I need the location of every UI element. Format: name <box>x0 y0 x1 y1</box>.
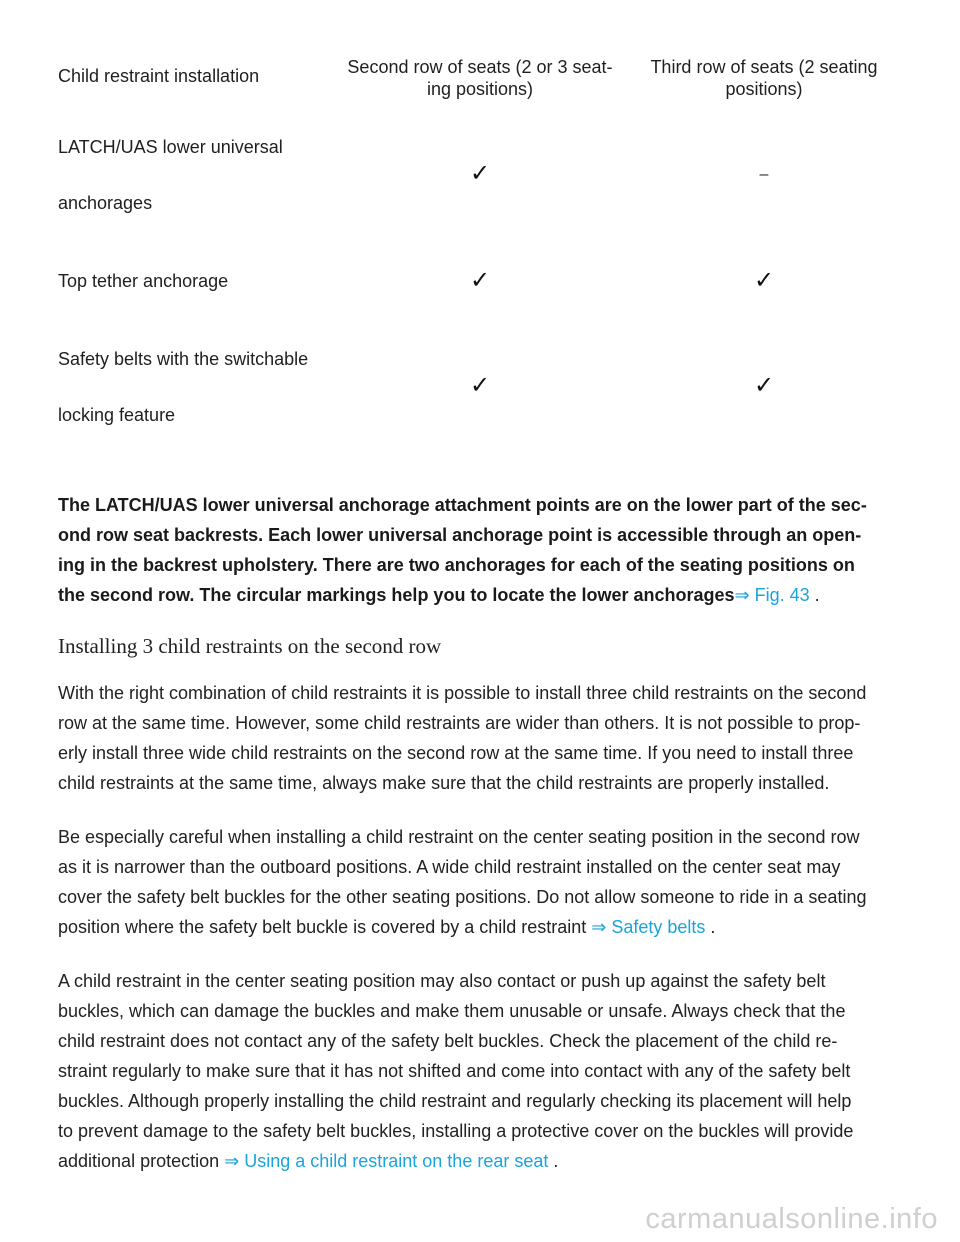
header-line: Third row of seats (2 seating <box>650 57 878 77</box>
row-label-line: anchorages <box>58 193 153 213</box>
latch-anchorage-paragraph <box>58 490 908 610</box>
text-line: child restraints at the same time, always make sure that the child restraints are properly installed. <box>58 773 830 793</box>
fig-43-link[interactable]: ⇒ Fig. 43 <box>734 585 810 605</box>
text-line <box>58 912 908 942</box>
row-label-line: Safety belts with the switchable <box>58 349 309 369</box>
text-line: buckles, which can damage the buckles and make them unusable or unsafe. Always check that the <box>58 1001 846 1021</box>
text-segment: . <box>548 1151 559 1171</box>
table-header-third-row <box>630 56 898 100</box>
text-line: buckles. Although properly installing the child restraint and regularly checking its placement will help <box>58 1091 852 1111</box>
text-segment: additional protection <box>58 1151 225 1171</box>
header-line: Second row of seats (2 or 3 seat- <box>347 57 613 77</box>
buckle-damage-paragraph <box>58 966 908 1176</box>
checkmark-icon: ✓ <box>469 160 491 187</box>
text-segment: the second row. The circular markings help you to locate the lower anchorages <box>58 585 735 605</box>
row-label <box>58 136 328 214</box>
text-segment: . <box>809 585 820 605</box>
text-line: row at the same time. However, some child restraints are wider than others. It is not possible to prop- <box>58 713 861 733</box>
table-header-second-row <box>334 56 626 100</box>
text-line: erly install three wide child restraints on the second row at the same time. If you need to install three <box>58 743 854 763</box>
checkmark-icon: ✓ <box>753 267 775 294</box>
text-line: Be especially careful when installing a child restraint on the center seating position in the second row <box>58 827 860 847</box>
text-line: ing in the backrest upholstery. There are two anchorages for each of the seating positions on <box>58 555 855 575</box>
table-header-installation: Child restraint installation <box>58 66 260 86</box>
checkmark-icon: ✓ <box>753 372 775 399</box>
text-line: straint regularly to make sure that it has not shifted and come into contact with any of the safety belt <box>58 1061 851 1081</box>
checkmark-icon: ✓ <box>469 267 491 294</box>
text-line: cover the safety belt buckles for the other seating positions. Do not allow someone to ride in a seating <box>58 887 867 907</box>
row-label <box>58 270 328 292</box>
text-segment: position where the safety belt buckle is covered by a child restraint <box>58 917 592 937</box>
three-restraints-paragraph <box>58 678 908 798</box>
text-line: to prevent damage to the safety belt buckles, installing a protective cover on the buckles will provide <box>58 1121 854 1141</box>
header-line: ing positions) <box>426 79 534 99</box>
row-label <box>58 348 328 426</box>
text-line: as it is narrower than the outboard positions. A wide child restraint installed on the center seat may <box>58 857 841 877</box>
header-line: positions) <box>725 79 803 99</box>
text-line: The LATCH/UAS lower universal anchorage attachment points are on the lower part of the sec- <box>58 495 867 515</box>
text-line: ond row seat backrests. Each lower universal anchorage point is accessible through an open- <box>58 525 862 545</box>
watermark: carmanualsonline.info <box>645 1203 938 1235</box>
text-line <box>58 1146 908 1176</box>
row-label-line: locking feature <box>58 405 176 425</box>
text-line: With the right combination of child restraints it is possible to install three child restraints on the second <box>58 683 867 703</box>
text-line: child restraint does not contact any of the safety belt buckles. Check the placement of the child re- <box>58 1031 838 1051</box>
section-heading: Installing 3 child restraints on the second row <box>58 634 442 658</box>
safety-belts-link[interactable]: ⇒ Safety belts <box>591 917 706 937</box>
checkmark-icon: ✓ <box>469 372 491 399</box>
center-seat-paragraph <box>58 822 908 942</box>
rear-seat-restraint-link[interactable]: ⇒ Using a child restraint on the rear seat <box>224 1151 549 1171</box>
text-segment: . <box>705 917 716 937</box>
text-line: A child restraint in the center seating position may also contact or push up against the safety belt <box>58 971 826 991</box>
dash-value: – <box>759 166 769 183</box>
text-line <box>58 580 908 610</box>
row-label-line: LATCH/UAS lower universal <box>58 137 283 157</box>
row-label-line: Top tether anchorage <box>58 271 229 291</box>
